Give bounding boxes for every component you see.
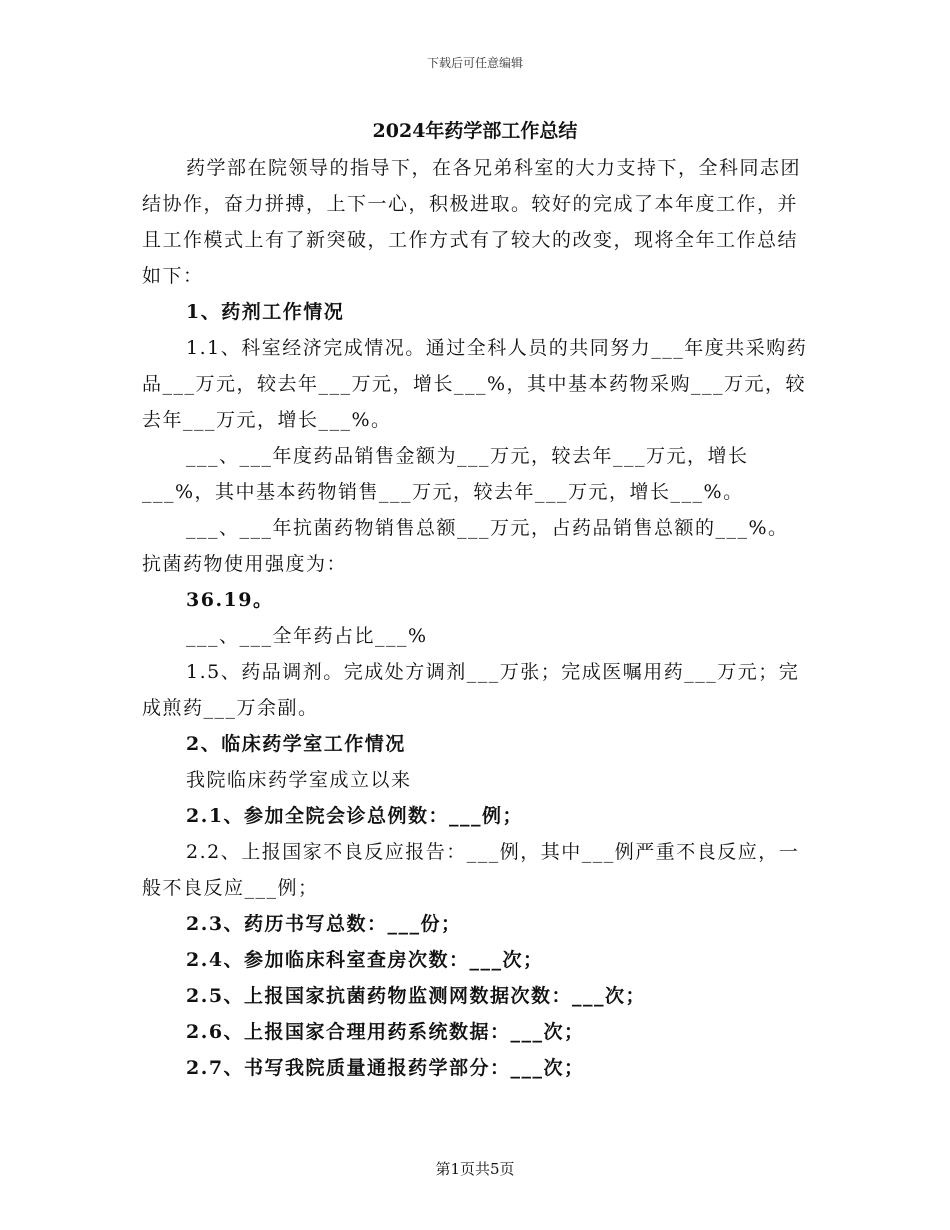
paragraph: ___、___年抗菌药物销售总额___万元，占药品销售总额的___%。抗菌药物使用强度为： — [142, 517, 789, 575]
paragraph: 我院临床药学室成立以来 — [186, 769, 412, 791]
list-item: 2.3、药历书写总数：___份； — [186, 913, 462, 935]
list-item: 2.6、上报国家合理用药系统数据：___次； — [186, 1021, 585, 1043]
list-item: 2.5、上报国家抗菌药物监测网数据次数：___次； — [186, 985, 647, 1007]
document-body — [142, 150, 808, 1086]
document-title: 2024年药学部工作总结 — [372, 120, 578, 142]
list-item: 2.4、参加临床科室查房次数：___次； — [186, 949, 544, 971]
section-heading: 2、临床药学室工作情况 — [186, 733, 406, 755]
intro-paragraph: 药学部在院领导的指导下，在各兄弟科室的大力支持下，全科同志团结协作，奋力拼搏，上下一心，积极进取。较好的完成了本年度工作，并且工作模式上有了新突破，工作方式有了较大的改变，现将全年工作总结如下： — [142, 157, 802, 287]
page-header-note: 下载后可任意编辑 — [426, 56, 523, 70]
list-item: 2.2、上报国家不良反应报告：___例，其中___例严重不良反应，一般不良反应___例； — [142, 841, 800, 899]
paragraph: 1.5、药品调剂。完成处方调剂___万张；完成医嘱用药___万元；完成煎药___万余副。 — [142, 661, 800, 719]
paragraph: 36.19。 — [186, 589, 274, 611]
paragraph: 1.1、科室经济完成情况。通过全科人员的共同努力___年度共采购药品___万元，较去年___万元，增长___%，其中基本药物采购___万元，较去年___万元，增长___%。 — [142, 337, 808, 431]
section-heading: 1、药剂工作情况 — [186, 301, 345, 323]
list-item: 2.7、书写我院质量通报药学部分：___次； — [186, 1057, 585, 1079]
paragraph: ___、___全年药占比___% — [186, 625, 428, 647]
paragraph: ___、___年度药品销售金额为___万元，较去年___万元，增长___%，其中基本药物销售___万元，较去年___万元，增长___%。 — [142, 445, 749, 503]
page-footer: 第1页共5页 — [435, 1160, 515, 1178]
list-item: 2.1、参加全院会诊总例数：___例； — [186, 805, 524, 827]
